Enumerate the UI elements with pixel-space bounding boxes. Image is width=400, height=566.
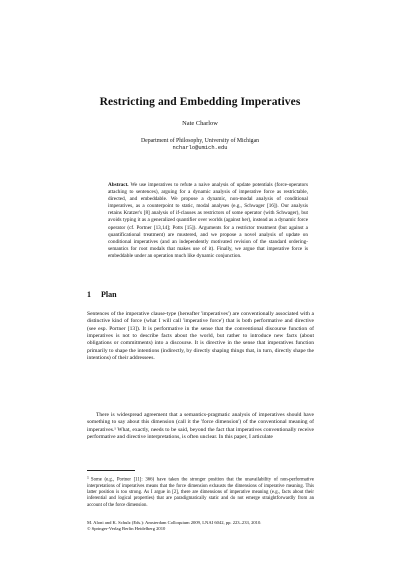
footnote-marker: 1 xyxy=(87,476,89,480)
author-email: ncharlo@umich.edu xyxy=(172,145,228,152)
section-heading xyxy=(87,290,117,299)
footnote-divider xyxy=(87,470,135,471)
author-name: Nate Charlow xyxy=(182,120,218,127)
abstract-text: We use imperatives to refute a naive analysis of update potentials (force-operators attaching to sentences), arguing for a dynamic analysis of imperative force as restrictable, directed, and embeddable. We propose a dynamic, non-modal analysis of conditional imperatives, as a counterpoint to static, modal analyses (e.g., Schwager [16]). Our analysis retains Kratzer's [8] analysis of if-clauses as restrictors of some operator (with Schwager), but avoids typing it as a generalized quantifier over worlds (against her), instead as a dynamic force operator (cf. Portner [13,14]; Potts [15]). Arguments for a restrictor treatment (but against a quantificational treatment) are mustered, and we propose a novel analysis of update on conditional imperatives (and an independently motivated revision of the standard ordering-semantics for root modals that makes use of it). Finally, we argue that imperative force is embeddable under an operation much like dynamic conjunction. xyxy=(108,182,309,259)
author-affiliation-block xyxy=(0,138,400,153)
publication-copyright: © Springer-Verlag Berlin Heidelberg 2010 xyxy=(87,526,166,532)
footnote xyxy=(87,475,314,509)
footnote-text: Some (e.g., Portner [11]: 366) have taken the stronger position that the unavailability of non-performative interpretations of imperatives means that the force dimension exhausts the dimensions of imperative meaning. This latter position is too strong. As I argue in [2], there are dimensions of imperative meaning (e.g., facts about their inferential and logical properties) that are paradigmatically static and do not emerge straightforwardly from an account of the force dimension. xyxy=(87,477,314,508)
publication-info xyxy=(87,520,314,532)
body-paragraph-1: Sentences of the imperative clause-type (hereafter 'imperatives') are conventionally associated with a distinctive kind of force (what I will call 'imperative force') that is both performative and directive (see esp. Portner [13]). It is performative in the sense that the conventional discourse function of imperatives is not to describe facts about the world, but rather to introduce new facts (about obligations or commitments) into a discourse. It is directive in the sense that imperatives function primarily to shape the intentions (indirectly, by directly shaping things that, in turn, directly shape the intentions) of their addressees. xyxy=(87,311,314,362)
body-paragraph-2: There is widespread agreement that a semantics-pragmatic analysis of imperatives should have something to say about this dimension (call it the 'force dimension') of the conventional meaning of imperatives.¹ What, exactly, needs to be said, beyond the fact that imperatives conventionally receive performative and directive interpretations, is often unclear. In this paper, I articulate xyxy=(87,412,314,441)
abstract-label: Abstract. xyxy=(108,182,129,188)
affiliation-text: Department of Philosophy, University of Michigan xyxy=(140,138,260,144)
abstract xyxy=(108,182,308,260)
publication-citation: M. Aloni and K. Schulz (Eds.): Amsterdam Colloquium 2009, LNAI 6042, pp. 223–233, 2010. xyxy=(87,520,262,525)
paper-title: Restricting and Embedding Imperatives xyxy=(99,96,301,108)
section-title: Plan xyxy=(101,290,117,299)
section-number: 1 xyxy=(87,290,91,299)
